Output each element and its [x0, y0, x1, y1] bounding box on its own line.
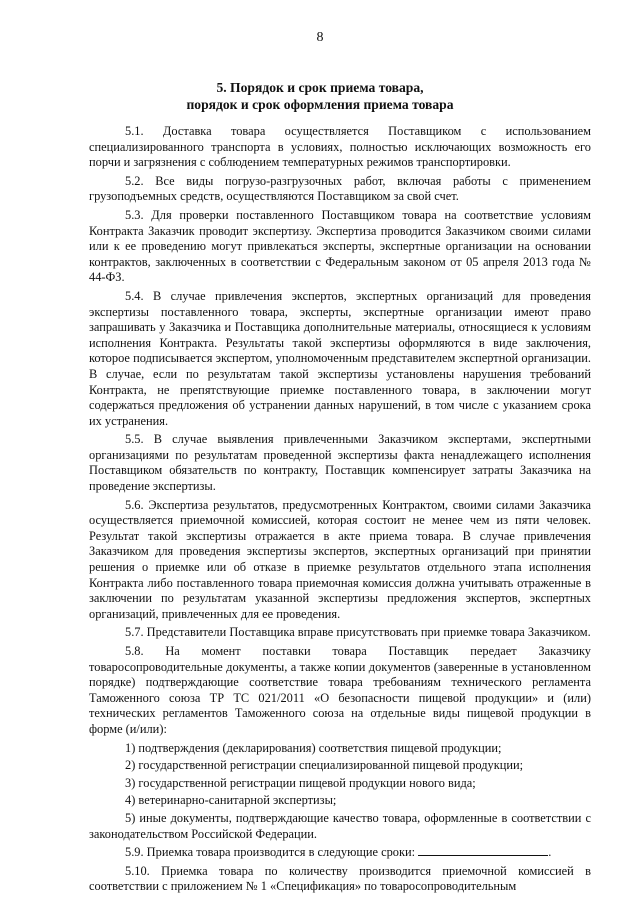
heading-line-1: 5. Порядок и срок приема товара, — [216, 80, 424, 95]
list-item: 1) подтверждения (декларирования) соответствия пищевой продукции; — [125, 740, 502, 755]
paragraph-5-5: 5.5. В случае выявления привлеченными Заказчиком экспертами, экспертными организациями по результатам проведенной экспертизы факта ненадлежащего исполнения Поставщиком обязательств по контракту, Поставщик компенсирует затраты Заказчика на проведение экспертизы. — [89, 432, 591, 494]
blank-line — [418, 844, 548, 856]
list-item: 2) государственной регистрации специализированной пищевой продукции; — [125, 758, 524, 773]
paragraph-5-8: 5.8. На момент поставки товара Поставщик передает Заказчику товаросопроводительные документы, а также копии документов (заверенные в установленном порядке) подтверждающие соответствие товара требованиям технического регламента Таможенного союза ТР ТС 021/2011 «О безопасности пищевой продукции» и (или) технических регламентов Таможенного союза на отдельные виды пищевой продукции в форме (и/или): — [89, 644, 591, 736]
paragraph-5-9 — [89, 844, 591, 861]
paragraph-5-1: 5.1. Доставка товара осуществляется Поставщиком с использованием специализированного транспорта в условиях, полностью исключающих возможность его порчи и загрязнения с соблюдением температурных режимов транспортировки. — [89, 124, 591, 170]
list-item: 3) государственной регистрации пищевой продукции нового вида; — [125, 775, 476, 790]
paragraph-5-10: 5.10. Приемка товара по количеству производится приемочной комиссией в соответствии с приложением № 1 «Спецификация» по товаросопроводительным — [89, 863, 591, 894]
list-item: 4) ветеринарно-санитарной экспертизы; — [125, 793, 337, 808]
paragraph-5-2: 5.2. Все виды погрузо-разгрузочных работ, включая работы с применением грузоподъемных средств, осуществляются Поставщиком за свой счет. — [89, 173, 591, 204]
section-heading — [0, 79, 640, 113]
paragraph-5-9-text: 5.9. Приемка товара производится в следующие сроки: — [125, 845, 416, 860]
heading-line-2: порядок и срок оформления приема товара — [186, 97, 454, 112]
paragraph-5-9-end: . — [548, 845, 552, 860]
paragraph-5-6: 5.6. Экспертиза результатов, предусмотренных Контрактом, своими силами Заказчика осуществляется приемочной комиссией, которая состоит не менее чем из пяти человек. Результат такой экспертизы отражается в акте приема товара. В случае привлечения Заказчиком для проведения экспертизы экспертов, экспертных организаций при принятии решения о приемке или об отказе в приемке результатов отдельного этапа исполнения Контракта либо поставленного товара приемочная комиссия должна учитывать отраженные в заключении по результатам указанной экспертизы предложения экспертов, экспертных организаций, привлеченных для ее проведения. — [89, 497, 591, 621]
list-item: 5) иные документы, подтверждающие качество товара, оформленные в соответствии с законодательством Российской Федерации. — [89, 810, 591, 841]
paragraph-5-4: 5.4. В случае привлечения экспертов, экспертных организаций для проведения экспертизы поставленного товара, эксперты, экспертные организации имеют право запрашивать у Заказчика и Поставщика дополнительные материалы, относящиеся к условиям исполнения Контракта. Результаты такой экспертизы оформляются в виде заключения, которое подписывается экспертом, уполномоченным представителем экспертной организации. В случае, если по результатам такой экспертизы установлены нарушения требований Контракта, не препятствующие приемке поставленного товара, в заключении могут содержаться предложения об устранении данных нарушений, в том числе с указанием срока их устранения. — [89, 288, 591, 428]
document-body — [89, 124, 591, 898]
paragraph-5-3: 5.3. Для проверки поставленного Поставщиком товара на соответствие условиям Контракта Заказчик проводит экспертизу. Экспертиза проводится Заказчиком своими силами или к ее проведению могут привлекаться эксперты, экспертные организации на основании контрактов, заключенных в соответствии с Федеральным законом от 05 апреля 2013 года № 44-ФЗ. — [89, 207, 591, 285]
page-number: 8 — [316, 30, 324, 45]
paragraph-5-7: 5.7. Представители Поставщика вправе присутствовать при приемке товара Заказчиком. — [125, 625, 591, 640]
